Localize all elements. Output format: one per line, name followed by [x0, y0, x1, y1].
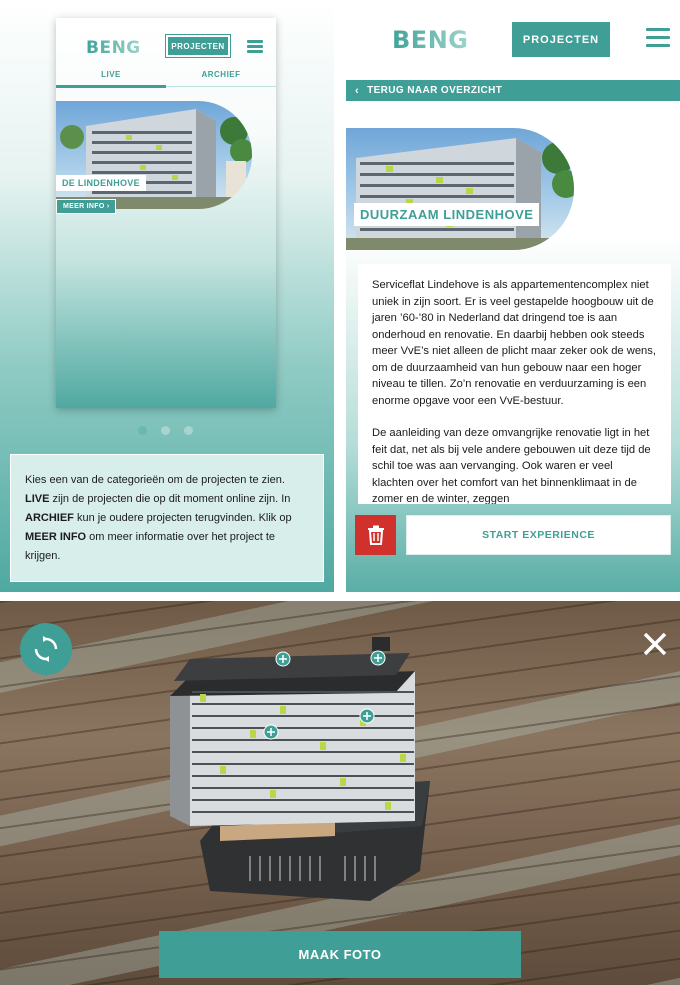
plus-icon[interactable] [264, 725, 278, 739]
pager-dot[interactable] [138, 426, 147, 435]
tab-archive[interactable]: ARCHIEF [201, 70, 241, 79]
building-3d-model[interactable] [160, 631, 460, 901]
logo[interactable]: BENG [392, 26, 469, 54]
refresh-icon [31, 634, 61, 664]
help-text-part: zijn de projecten die op dit moment online zijn. In [49, 493, 291, 505]
logo[interactable]: BENG [86, 38, 141, 58]
start-experience-button[interactable]: START EXPERIENCE [406, 515, 671, 555]
take-photo-button[interactable]: MAAK FOTO [159, 931, 521, 978]
delete-button[interactable] [355, 515, 396, 555]
plus-icon[interactable] [371, 651, 385, 665]
back-link-label: TERUG NAAR OVERZICHT [367, 85, 503, 96]
help-text-part: kun je oudere projecten terugvinden. Klik op [73, 512, 292, 524]
menu-icon[interactable] [646, 28, 670, 47]
more-info-button[interactable] [56, 199, 116, 214]
detail-screen [346, 0, 680, 592]
help-text-archive: ARCHIEF [25, 512, 74, 524]
help-text-live: LIVE [25, 493, 50, 505]
description-paragraph: Serviceflat Lindehove is als appartementencomplex niet uniek in zijn soort. Er is veel gestapelde hoogbouw uit de jaren ’60-’80 in Nederland dat dringend toe is aan onderhoud en renovatie. En daarbij hebben ook steeds meer VvE’s niet alleen de plicht maar zeker ook de wens, om de duurzaamheid van hun gebouw naar een hoger niveau te tillen. Zo’n renovatie en verduurzaming is een enorme opgave voor een VvE-bestuur. [372, 279, 656, 407]
projects-button[interactable]: PROJECTEN [166, 35, 230, 57]
tab-bar [56, 70, 276, 84]
more-info-label: MEER INFO [63, 203, 105, 210]
active-tab-indicator [56, 85, 166, 88]
pager-dot[interactable] [184, 426, 193, 435]
project-photo [346, 128, 574, 250]
chevron-left-icon: ‹ [355, 84, 360, 97]
tab-divider [166, 86, 276, 87]
refresh-button[interactable] [20, 623, 72, 675]
project-name-label: DE LINDENHOVE [56, 175, 146, 191]
trash-icon [367, 525, 385, 545]
project-photo[interactable] [56, 101, 252, 209]
help-text-more-info: MEER INFO [25, 531, 87, 543]
projects-button[interactable]: PROJECTEN [512, 22, 610, 57]
tab-live[interactable]: LIVE [101, 70, 121, 79]
pager-dots [138, 426, 193, 435]
description-paragraph: De aanleiding van deze omvangrijke renovatie ligt in het feit dat, net als bij vele andere gebouwen uit deze tijd de schil toe was aan vervanging. Ook waren er veel klachten over het comfort van het binnenklimaat in de zomer en de winter, zeggen [372, 427, 651, 504]
menu-icon[interactable] [247, 40, 263, 53]
help-text-part: Kies een van de categorieën om de projecten te zien. [25, 474, 285, 486]
phone-preview [56, 18, 276, 408]
back-to-overview-link[interactable] [346, 80, 680, 101]
ar-camera-view[interactable] [0, 601, 680, 985]
help-text-part: om meer informatie over het project te krijgen. [25, 531, 276, 562]
overview-screen [0, 0, 334, 592]
chevron-right-icon: › [106, 203, 110, 210]
project-title: DUURZAAM LINDENHOVE [354, 203, 539, 226]
pager-dot[interactable] [161, 426, 170, 435]
plus-icon[interactable] [276, 652, 290, 666]
close-icon[interactable] [640, 629, 670, 659]
project-description[interactable] [358, 264, 671, 504]
plus-icon[interactable] [360, 709, 374, 723]
help-text [10, 454, 324, 582]
